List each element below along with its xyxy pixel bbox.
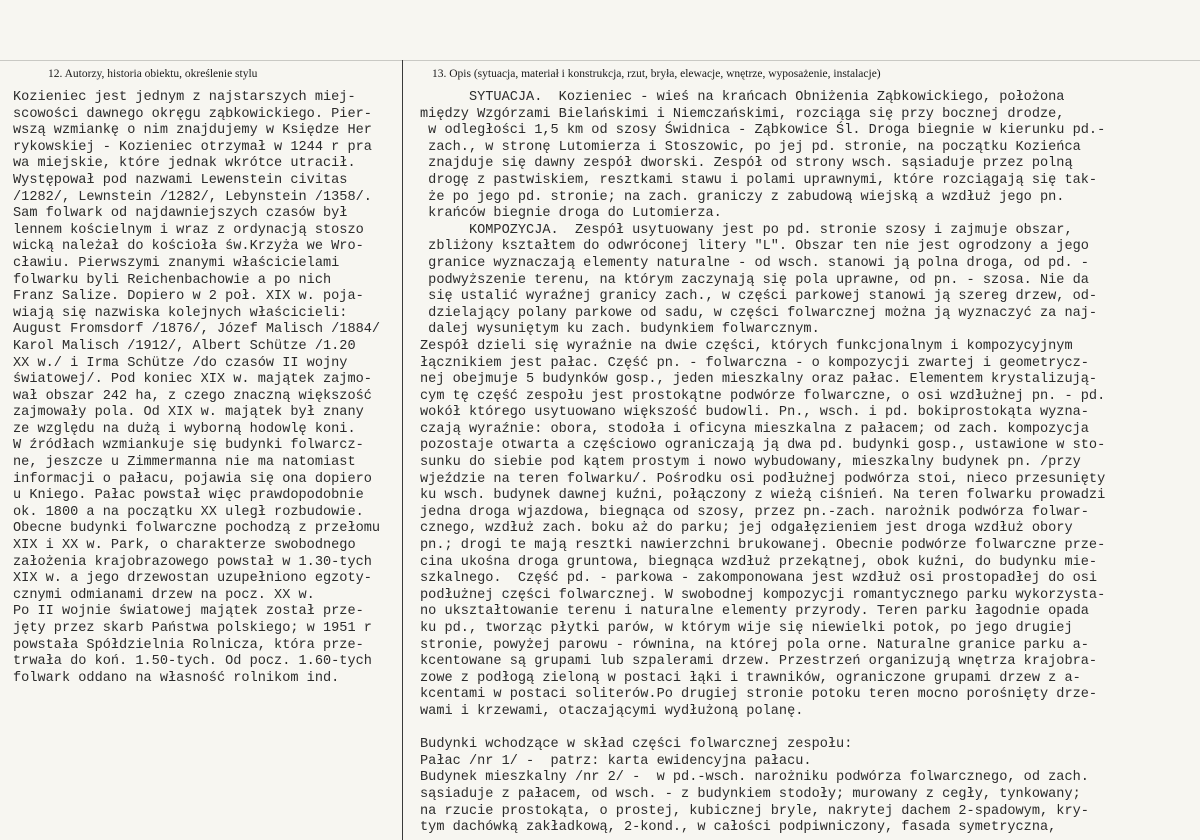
description-text-line: KOMPOZYCJA. Zespół usytuowany jest po pd. stronie szosy i zajmuje obszar, <box>420 222 1073 238</box>
history-text-line: Karol Malisch /1912/, Albert Schütze /1.20 <box>13 338 356 354</box>
history-text-line: August Fromsdorf /1876/, Józef Malisch /1884/ <box>13 322 381 338</box>
history-text-column <box>13 90 399 687</box>
history-text-line: ne, jeszcze u Zimmermanna nie ma natomiast <box>13 455 356 471</box>
history-text-line: W źródłach wzmiankuje się budynki folwarcz- <box>13 438 364 454</box>
history-text-line: rykowskiej - Kozieniec otrzymał w 1244 r pra <box>13 139 372 155</box>
column-divider <box>402 60 403 840</box>
description-text-line: znajduje się dawny zespół dworski. Zespół od strony wsch. sąsiaduje przez polną <box>420 156 1073 172</box>
history-text-line: powstała Spółdzielnia Rolnicza, która prze- <box>13 637 364 653</box>
description-text-line: na rzucie prostokąta, o prostej, kubicznej bryle, nakrytej dachem 2-spadowym, kry- <box>420 803 1089 819</box>
description-text-line: pozostaje otwarta a częściowo ograniczają ją dwa pd. budynki gosp., ustawione w sto- <box>420 438 1106 454</box>
description-text-line <box>420 721 1196 738</box>
description-text-line: wokół którego usytuowano większość budowli. Pn., wsch. i pd. bokiprostokąta wyzna- <box>420 405 1089 421</box>
description-text-line: Budynek mieszkalny /nr 2/ - w pd.-wsch. narożniku podwórza folwarcznego, od zach. <box>420 770 1089 786</box>
section-13-heading: 13. Opis (sytuacja, materiał i konstrukcja, rzut, bryła, elewacje, wnętrze, wyposażenie, instalacje) <box>432 68 881 80</box>
description-text-line: zach., w stronę Lutomierza i Stoszowic, po jej pd. stronie, na początku Kozieńca <box>420 139 1081 155</box>
description-text-line: cina ukośna droga gruntowa, biegnąca wzdłuż przekątnej, obok kuźni, do budynku mie- <box>420 554 1098 570</box>
description-text-line: sąsiaduje z pałacem, od wsch. - z budynkiem stodoły; murowany z cegły, tynkowany; <box>420 786 1081 802</box>
description-text-line: w odległości 1,5 km od szosy Świdnica - Ząbkowice Śl. Droga biegnie w kierunku pd.- <box>420 123 1106 139</box>
history-text-line: cławiu. Pierwszymi znanymi właścicielami <box>13 255 340 271</box>
history-text-line: folwark oddano na własność rolnikom ind. <box>13 670 340 686</box>
description-text-line: łącznikiem jest pałac. Część pn. - folwarczna - o kompozycji zwartej i geometrycz- <box>420 355 1089 371</box>
history-text-line: XIX w. a jego drzewostan uzupełniono egzoty- <box>13 571 372 587</box>
description-text-line: kcentowane są grupami lub szpalerami drzew. Przestrzeń organizują wnętrza krajobra- <box>420 654 1098 670</box>
section-12-heading: 12. Autorzy, historia obiektu, określenie stylu <box>48 68 258 80</box>
description-text-line: Pałac /nr 1/ - patrz: karta ewidencyjna pałacu. <box>420 753 812 769</box>
history-text-line: ok. 1800 a na początku XX uległ rozbudowie. <box>13 504 364 520</box>
description-text-line: ku pd., tworząc płytki parów, w którym wije się niewielki potok, po jego drugiej <box>420 621 1073 636</box>
description-text-line: pn.; drogi te mają resztki nawierzchni brukowanej. Obecnie podwórze folwarczne prze- <box>420 538 1106 554</box>
description-text-line: się ustalić wyraźnej granicy zach., w części parkowej stanowi ją szereg drzew, od- <box>420 289 1098 305</box>
history-text-line: wiają się nazwiska kolejnych właścicieli: <box>13 305 348 321</box>
description-text-line: cym tę część zespołu jest prostokątne podwórze folwarczne, o osi wzdłużnej pn. - pd. <box>420 388 1106 404</box>
description-text-line: dalej wysuniętym ku zach. budynkiem folwarcznym. <box>420 322 820 338</box>
history-text-line: Kozieniec jest jednym z najstarszych miej- <box>13 90 356 105</box>
description-text-line: jedna droga wjazdowa, biegnąca od szosy, przez pn.-zach. narożnik podwórza folwar- <box>420 504 1089 520</box>
history-text-line: Po II wojnie światowej majątek został prze- <box>13 604 364 620</box>
description-text-line: drogę z pastwiskiem, resztkami stawu i polami uprawnymi, które rozciągają się tak- <box>420 172 1098 188</box>
history-text-line: lennem kościelnym i wraz z ordynacją stoszo <box>13 222 364 238</box>
description-text-line: wami i krzewami, otaczającymi wydłużoną polanę. <box>420 703 804 719</box>
description-text-line: krańców biegnie droga do Lutomierza. <box>420 206 722 222</box>
description-text-line: dzielający polany parkowe od sadu, w części folwarcznej można ją wyznaczyć za naj- <box>420 305 1098 321</box>
history-text-line: zajmowały pola. Od XIX w. majątek był znany <box>13 405 364 421</box>
history-text-line: wa miejskie, które jednak wkrótce utracił. <box>13 156 356 172</box>
history-text-line: scowości dawnego okręgu ząbkowickiego. Pier- <box>13 106 372 122</box>
history-text-line: założenia krajobrazowego powstał w 1.30-tych <box>13 554 372 570</box>
history-text-line: jęty przez skarb Państwa polskiego; w 1951 r <box>13 621 372 636</box>
description-text-line: cznego, wzdłuż zach. boku aż do parku; jej odgałęzieniem jest droga wzdłuż obory <box>420 521 1073 537</box>
description-text-line: stronie, powyżej parowu - równina, na której pola orne. Naturalne granice parku a- <box>420 637 1089 653</box>
history-text-line: Obecne budynki folwarczne pochodzą z przełomu <box>13 521 381 537</box>
history-text-line: wszą wzmiankę o nim znajdujemy w Księdze Her <box>13 123 372 139</box>
history-text-line: u Kniego. Pałac powstał więc prawdopodobnie <box>13 488 364 504</box>
history-text-line: cznymi odmianami drzew na pocz. XX w. <box>13 587 315 603</box>
description-text-line: między Wzgórzami Bielańskimi i Niemczańskimi, rozciąga się przy bocznej drodze, <box>420 106 1065 122</box>
history-text-line: Franz Salize. Dopiero w 2 poł. XIX w. poja- <box>13 289 364 305</box>
description-text-line: tym dachówką zakładkową, 2-kond., w całości podpiwniczony, fasada symetryczna, <box>420 820 1057 836</box>
history-text-line: ze względu na dużą i wyborną hodowlę koni. <box>13 421 356 437</box>
history-text-line: folwarku byli Reichenbachowie a po nich <box>13 272 332 288</box>
description-text-line: zowe z podłogą zieloną w postaci łąki i trawników, ograniczone grupami drzew z a- <box>420 670 1081 686</box>
description-text-line: ku wsch. budynek dawnej kuźni, połączony z wieżą ciśnień. Na teren folwarku prowadzi <box>420 488 1106 504</box>
history-text-line: /1282/, Lewnstein /1282/, Lebynstein /1358/. <box>13 189 372 205</box>
description-text-line: wjeździe na teren folwarku/. Pośrodku osi podłużnej podwórza stoi, nieco przesunięty <box>420 471 1106 487</box>
description-text-line: szkalnego. Część pd. - parkowa - zakomponowana jest wzdłuż osi prostopadłej do osi <box>420 571 1098 587</box>
description-text-line: granice wyznaczają elementy naturalne - od wsch. stanowi ją polna droga, od pd. - <box>420 255 1089 271</box>
history-text-line: wicką należał do kościoła św.Krzyża we Wro- <box>13 239 364 255</box>
history-text-line: XX w./ i Irma Schütze /do czasów II wojny <box>13 355 348 371</box>
description-text-line: Budynki wchodzące w skład części folwarcznej zespołu: <box>420 737 853 753</box>
description-text-line: podwyższenie terenu, na którym zaczynają się pola uprawne, od pn. - szosa. Nie da <box>420 272 1089 288</box>
description-text-line: kcentami w postaci soliterów.Po drugiej stronie potoku teren mocno porośnięty drze- <box>420 687 1098 703</box>
form-top-rule <box>0 60 1200 61</box>
description-text-line: sunku do siebie pod kątem prostym i nowo wybudowany, mieszkalny budynek pn. /przy <box>420 455 1081 471</box>
history-text-line: światowej/. Pod koniec XIX w. majątek zajmo- <box>13 372 372 388</box>
history-text-line: trwała do koń. 1.50-tych. Od pocz. 1.60-tych <box>13 654 372 670</box>
description-text-line: Zespół dzieli się wyraźnie na dwie części, których funkcjonalnym i kompozycyjnym <box>420 338 1073 354</box>
history-text-line: Występował pod nazwami Lewenstein civitas <box>13 172 348 188</box>
description-text-line: SYTUACJA. Kozieniec - wieś na krańcach Obniżenia Ząbkowickiego, położona <box>420 90 1065 105</box>
description-text-line: podłużnej części folwarcznej. W swobodnej kompozycji romantycznego parku wykorzysta- <box>420 587 1106 603</box>
description-text-line: nej obejmuje 5 budynków gosp., jeden mieszkalny oraz pałac. Elementem krystalizują- <box>420 372 1098 388</box>
history-text-line: XIX i XX w. Park, o charakterze swobodnego <box>13 538 356 554</box>
description-text-line: czają wyraźnie: obora, stodoła i oficyna mieszkalna z pałacem; od zach. kompozycja <box>420 421 1089 437</box>
history-text-line: Sam folwark od najdawniejszych czasów był <box>13 206 348 222</box>
description-text-column <box>420 90 1196 837</box>
description-text-line: zbliżony kształtem do odwróconej litery "L". Obszar ten nie jest ogrodzony a jego <box>420 239 1089 255</box>
description-text-line: że po jego pd. stronie; na zach. graniczy z zabudową wiejską a wzdłuż jego pn. <box>420 189 1065 205</box>
description-text-line: no ukształtowanie terenu i naturalne elementy przyrody. Teren parku łagodnie opada <box>420 604 1089 620</box>
history-text-line: informacji o pałacu, pojawia się ona dopiero <box>13 471 372 487</box>
history-text-line: wał obszar 242 ha, z czego znaczną większość <box>13 388 372 404</box>
